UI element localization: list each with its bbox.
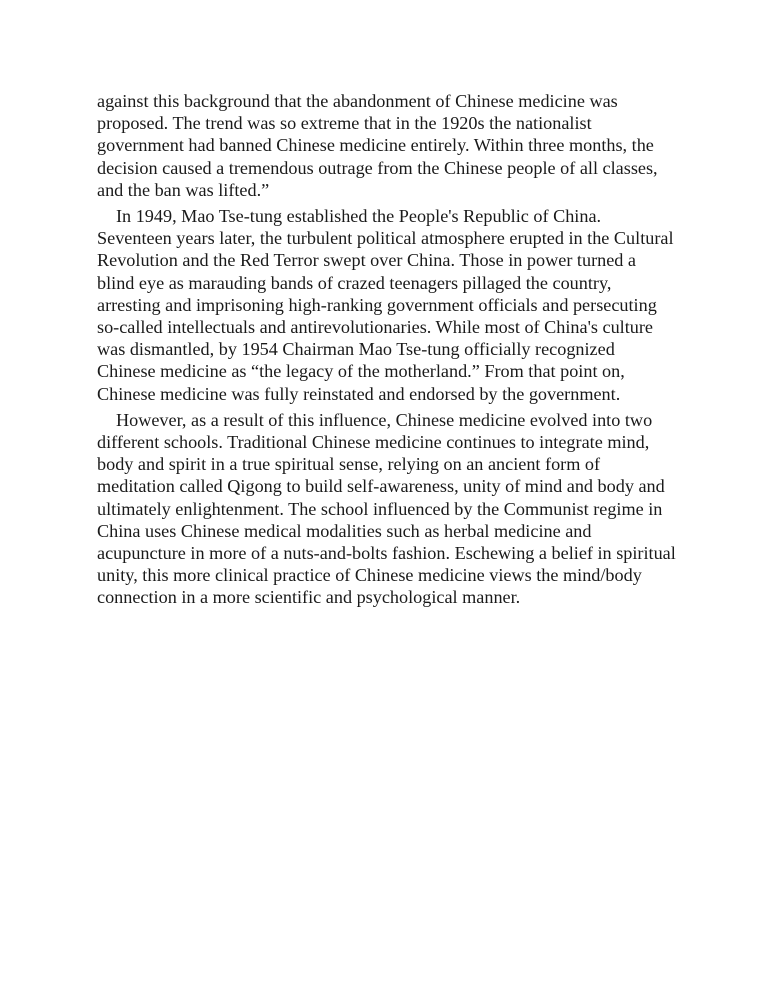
paragraph-people-republic: In 1949, Mao Tse-tung established the People's Republic of China. Seventeen years later, the turbulent political atmosphere erupted in the Cultural Revolution and the Red Terror swept over China. Those in power turned a blind eye as marauding bands of crazed teenagers pillaged the country, arresting and imprisoning high-ranking government officials and persecuting so-called intellectuals and antirevolutionaries. While most of China's culture was dismantled, by 1954 Chairman Mao Tse-tung officially recognized Chinese medicine as “the legacy of the motherland.” From that point on, Chinese medicine was fully reinstated and endorsed by the government. <box>97 206 674 404</box>
paragraph-two-schools: However, as a result of this influence, Chinese medicine evolved into two different schools. Traditional Chinese medicine continues to integrate mind, body and spirit in a true spiritual sense, relying on an ancient form of meditation called Qigong to build self-awareness, unity of mind and body and ultimately enlightenment. The school influenced by the Communist regime in China uses Chinese medical modalities such as herbal medicine and acupuncture in more of a nuts-and-bolts fashion. Eschewing a belief in spiritual unity, this more clinical practice of Chinese medicine views the mind/body connection in a more scientific and psychological manner. <box>97 409 676 608</box>
document-page <box>97 90 677 613</box>
paragraph-continuation: against this background that the abandonment of Chinese medicine was proposed. The trend was so extreme that in the 1920s the nationalist government had banned Chinese medicine entirely. Within three months, the decision caused a tremendous outrage from the Chinese people of all classes, and the ban was lifted.” <box>97 91 658 200</box>
